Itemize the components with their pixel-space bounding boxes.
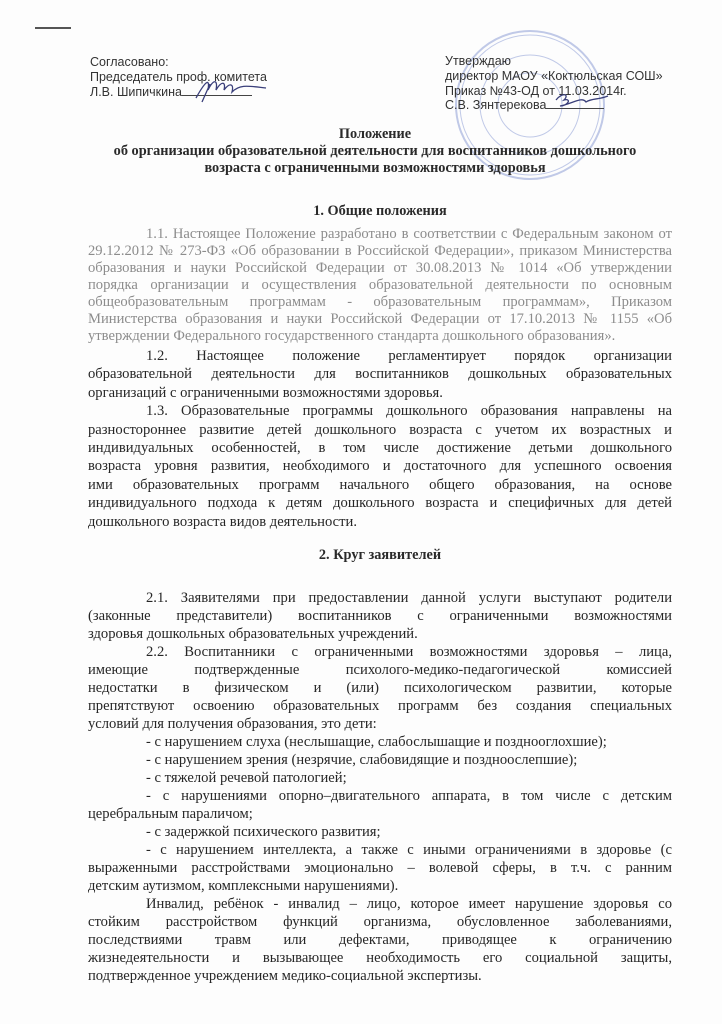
text-line: - с тяжелой речевой патологией; xyxy=(146,770,347,786)
paragraph xyxy=(88,643,672,733)
paragraph xyxy=(88,347,672,402)
text-line: общеобразовательным программам - образовательным программам», Приказом xyxy=(88,294,672,310)
text-line: утверждении Федерального государственного стандарта дошкольного образования». xyxy=(88,328,616,344)
paragraph xyxy=(88,769,672,787)
paragraph xyxy=(88,841,672,895)
text-line: стойким расстройством функций организма, обусловленное заболеваниями, xyxy=(88,914,672,930)
director-name: С.В. Зянтерекова xyxy=(445,98,547,113)
title-line: об организации образовательной деятельности для воспитанников дошкольного xyxy=(113,143,637,159)
section-1-paragraphs xyxy=(88,347,672,531)
document-title xyxy=(60,126,690,177)
text-line: индивидуального подхода к детям дошкольного возраста и специфичных для детей xyxy=(88,495,672,512)
text-line: - с задержкой психического развития; xyxy=(146,824,381,840)
text-line: 2.2. Воспитанники с ограниченными возможностями здоровья – лица, xyxy=(146,644,672,660)
paragraph xyxy=(88,226,672,345)
order-number: Приказ №43-ОД от 11.03.2014г. xyxy=(445,83,627,98)
text-line: последствиями травм или дефектами, приводящее к ограничению xyxy=(88,932,672,948)
text-line: 1.1. Настоящее Положение разработано в соответствии с Федеральным законом от xyxy=(146,226,672,242)
text-line: разностороннее развитие детей дошкольного возраста с учетом их возрастных и xyxy=(88,421,672,438)
paragraph xyxy=(88,589,672,643)
text-line: здоровья дошкольных образовательных учреждений. xyxy=(88,626,418,642)
text-line: Министерства образования и науки Российской Федерации от 17.10.2013 № 1155 «Об xyxy=(88,311,672,327)
title-line: возраста с ограниченными возможностями здоровья xyxy=(204,160,546,176)
section-2-heading: 2. Круг заявителей xyxy=(318,547,442,563)
text-line: выраженными расстройствами эмоционально – волевой сферы, в т.ч. с ранним xyxy=(88,860,672,876)
section-1-heading: 1. Общие положения xyxy=(313,203,447,219)
director-position: директор МАОУ «Коктюльская СОШ» xyxy=(445,68,663,83)
text-line: Инвалид, ребёнок - инвалид – лицо, которое имеет нарушение здоровья со xyxy=(146,896,672,912)
text-line: организаций с ограниченными возможностями здоровья. xyxy=(88,384,443,401)
text-line: порядка организации и осуществления образовательной деятельности по основным xyxy=(88,277,672,293)
text-line: (законные представители) воспитанников с ограниченными возможностями xyxy=(88,608,672,624)
signature-line xyxy=(182,85,252,96)
text-line: препятствуют освоению образовательных программ без создания специальных xyxy=(88,698,672,714)
text-line: 1.2. Настоящее положение регламентирует порядок организации xyxy=(146,348,672,364)
text-line: имеющие подтвержденные психолого-медико-педагогической комиссией xyxy=(88,662,672,678)
paragraph xyxy=(88,787,672,823)
committee-chair-position: Председатель проф. комитета xyxy=(90,69,267,84)
text-line: образования и науки Российской Федерации от 30.08.2013 № 1014 «Об утверждении xyxy=(88,260,672,276)
paragraph xyxy=(88,823,672,841)
text-line: 29.12.2012 № 273-ФЗ «Об образовании в Российской Федерации», приказом Министерства xyxy=(88,243,672,259)
text-line: дошкольного возраста видов деятельности. xyxy=(88,513,357,530)
text-line: условий для получения образования, это дети: xyxy=(88,716,377,732)
text-line: 1.3. Образовательные программы дошкольного образования направлены на xyxy=(146,403,672,420)
text-line: индивидуальных особенностей, в том числе достижение детьми дошкольного xyxy=(88,439,672,456)
section-2-paragraphs xyxy=(88,589,672,985)
agreement-block xyxy=(90,55,267,99)
agreed-label: Согласовано: xyxy=(90,55,169,69)
paragraph xyxy=(88,751,672,769)
text-line: 2.1. Заявителями при предоставлении данной услуги выступают родители xyxy=(146,590,672,606)
text-line: - с нарушением зрения (незрячие, слабовидящие и поздноослепшие); xyxy=(146,752,578,768)
text-line: ими образовательных программ начального общего образования, на основе xyxy=(88,476,672,493)
scan-edge-mark xyxy=(35,27,71,29)
paragraph xyxy=(88,733,672,751)
text-line: образовательной деятельности для воспитанников дошкольных образовательных xyxy=(88,366,672,383)
text-line: недостатки в физическом и (или) психологическом развитии, которые xyxy=(88,680,672,696)
text-line: церебральным параличом; xyxy=(88,806,253,822)
paragraph xyxy=(88,402,672,531)
paragraph xyxy=(88,895,672,985)
signature-line xyxy=(546,98,604,109)
text-line: детским аутизмом, комплексными нарушениями). xyxy=(88,878,399,894)
text-line: жизнедеятельности и вызывающее необходимость его социальной защиты, xyxy=(88,950,672,966)
approval-block xyxy=(445,54,663,113)
section-1-paragraph-1-1 xyxy=(88,226,672,345)
committee-chair-name: Л.В. Шипичкина xyxy=(90,84,182,99)
text-line: - с нарушением интеллекта, а также с иными ограничениями в здоровье (с xyxy=(146,842,672,858)
text-line: - с нарушением слуха (неслышащие, слабослышащие и позднооглохшие); xyxy=(146,734,607,750)
text-line: возраста уровня развития, необходимого и достаточного для успешного освоения xyxy=(88,458,672,475)
text-line: - с нарушениями опорно–двигательного аппарата, в том числе с детским xyxy=(146,788,672,804)
text-line: подтвержденное учреждением медико-социальной экспертизы. xyxy=(88,968,482,984)
approve-label: Утверждаю xyxy=(445,54,512,68)
title-line: Положение xyxy=(338,126,412,142)
